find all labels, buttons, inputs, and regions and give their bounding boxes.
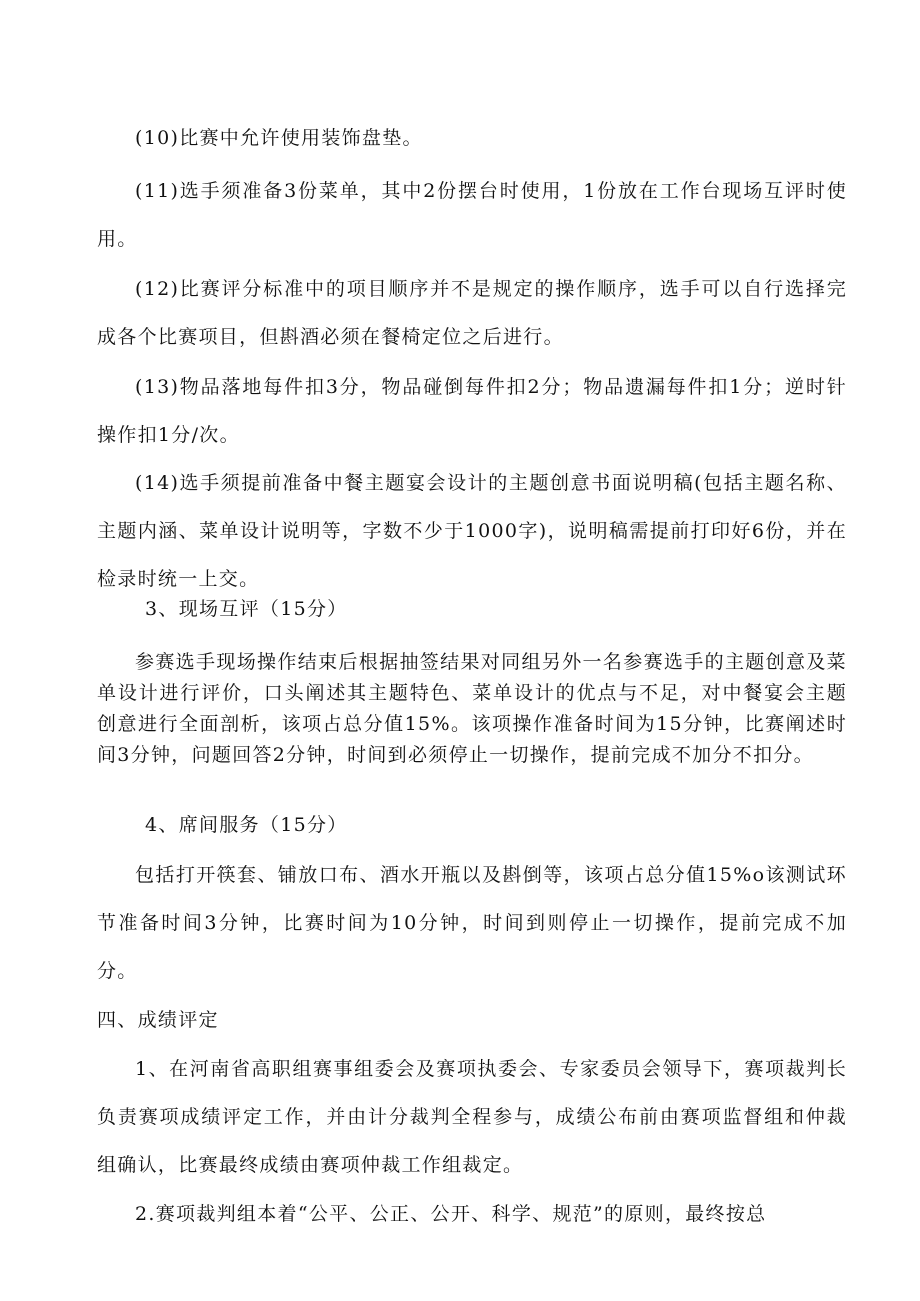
peer-review-paragraph: 参赛选手现场操作结束后根据抽签结果对同组另外一名参赛选手的主题创意及菜单设计进行评价，口头阐述其主题特色、菜单设计的优点与不足，对中餐宴会主题创意进行全面剖析，该项占总分值15%。该项操作准备时间为15分钟，比赛阐述时间3分钟，问题回答2分钟，时间到必须停止一切操作，提前完成不加分不扣分。 [97,651,847,766]
rule-item-10: (10)比赛中允许使用装饰盘垫。 [135,127,423,149]
rule-item-12: (12)比赛评分标准中的项目顺序并不是规定的操作顺序，选手可以自行选择完成各个比赛项目，但斟酒必须在餐椅定位之后进行。 [97,278,847,348]
score-evaluation-paragraph-2: 2.赛项裁判组本着“公平、公正、公开、科学、规范”的原则，最终按总 [135,1203,767,1225]
section-heading-table-service: 4、席间服务（15分） [145,814,348,836]
rule-item-13: (13)物品落地每件扣3分，物品碰倒每件扣2分；物品遗漏每件扣1分；逆时针操作扣1分/次。 [97,376,847,446]
rule-item-14: (14)选手须提前准备中餐主题宴会设计的主题创意书面说明稿(包括主题名称、主题内涵、菜单设计说明等，字数不少于1000字)，说明稿需提前打印好6份，并在检录时统一上交。 [97,472,847,590]
table-service-paragraph: 包括打开筷套、铺放口布、酒水开瓶以及斟倒等，该项占总分值15%o该测试环节准备时间3分钟，比赛时间为10分钟，时间到则停止一切操作，提前完成不加分。 [97,864,847,982]
section-heading-score-evaluation: 四、成绩评定 [97,1009,219,1031]
score-evaluation-paragraph-1: 1、在河南省高职组赛事组委会及赛项执委会、专家委员会领导下，赛项裁判长负责赛项成绩评定工作，并由计分裁判全程参与，成绩公布前由赛项监督组和仲裁组确认，比赛最终成绩由赛项仲裁工作组裁定。 [97,1058,847,1176]
section-heading-peer-review: 3、现场互评（15分） [145,598,348,620]
rule-item-11: (11)选手须准备3份菜单，其中2份摆台时使用，1份放在工作台现场互评时使用。 [97,180,847,250]
